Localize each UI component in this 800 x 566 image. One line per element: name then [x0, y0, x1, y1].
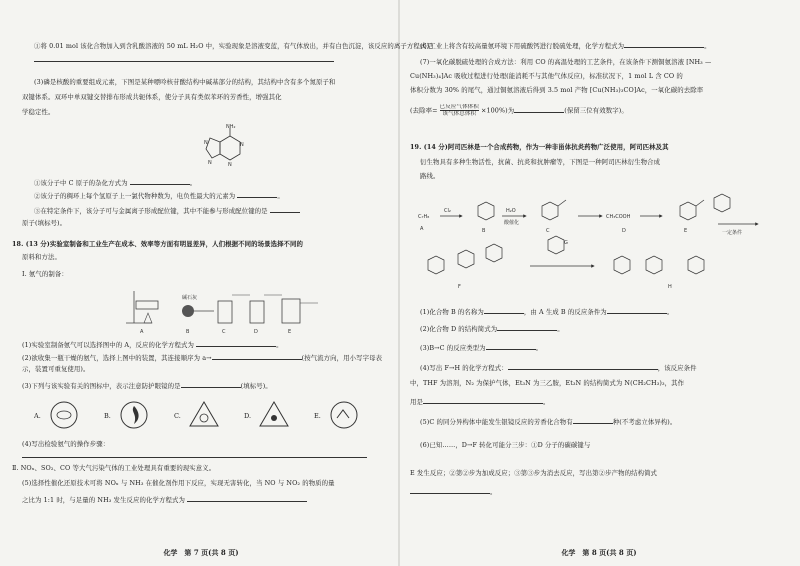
text-line: 中，THF 为溶剂，N₂ 为保护气体，Et₃N 为三乙胺，Et₃N 的结构简式为 N(CH₂CH₃)₃，其作 [410, 379, 685, 387]
text-line: 示，装置可重复使用)。 [22, 365, 90, 373]
hazard-icon [244, 402, 288, 426]
page-footer: 化学 第 7 页(共 8 页) [163, 548, 239, 557]
text-line: (去除率= 已反应气体体积 该气体总体积 ×100%)为 (保留三位有效数字)。 [410, 104, 628, 117]
svg-text:C: C [546, 228, 550, 234]
svg-text:H: H [668, 284, 672, 290]
text-line: (1)化合物 B 的名称为 ，由 A 生成 B 的反应条件为 。 [420, 308, 674, 316]
svg-text:CH₃COOH: CH₃COOH [606, 214, 631, 220]
svg-text:E: E [684, 228, 688, 234]
purine-structure [202, 122, 262, 172]
text-line: E 发生反应；②第②步为加成反应；③第③步为消去反应，写出第②步产物的结构简式 [410, 469, 658, 477]
svg-text:A: A [420, 226, 424, 232]
svg-text:B.: B. [104, 412, 111, 420]
fraction: 已反应气体体积 该气体总体积 [439, 104, 479, 117]
text-line: (2)化合物 D 的结构简式为 。 [420, 325, 564, 333]
text-line: Cu(NH₃)₄]Ac 吸收过程进行处理(能消耗不与其他气体反应)，标准状况下，1 mol L 含 CO 的 [410, 72, 683, 80]
text-line: (3)下列与该实验有关的图标中，表示注意防护眼镜的是 (填标号)。 [22, 382, 272, 390]
label-D: D [254, 329, 258, 335]
label-B: B [186, 329, 190, 335]
answer-line [22, 450, 367, 461]
text-line: (7)一氧化碳脱硫处理的合成方法：利用 CO 的高温处理的工艺条件，在该条件下测铜氨溶液 [NH₃ — [420, 58, 712, 66]
svg-text:N: N [204, 140, 208, 146]
svg-text:A.: A. [34, 412, 41, 420]
nh2-label: NH₂ [226, 124, 236, 130]
svg-text:E.: E. [314, 412, 321, 420]
text-line: 之比为 1:1 时，与足量的 NH₃ 发生反应的化学方程式为 [22, 494, 307, 505]
svg-text:酸催化: 酸催化 [504, 220, 520, 226]
text-line: (6)工业上将含有较高量氨环境下用硫酸钙进行脱硫处理，化学方程式为 。 [420, 42, 711, 50]
fire-icon [104, 402, 147, 428]
text-line: ②该分子的稠环上每个氢原子上一氯代物种数为，电负性最大的元素为 。 [34, 192, 284, 200]
text-line: 双键体系。双环中单双键交替排布形成共轭体系，使分子具有类似苯环的芳香性，增强其化 [22, 93, 282, 101]
svg-text:H₂O: H₂O [506, 208, 516, 214]
text-line: 学稳定性。 [22, 108, 55, 116]
answer-line: 。 [410, 486, 497, 497]
biohazard-icon [174, 402, 218, 426]
page-fold [398, 0, 400, 566]
label-C: C [222, 329, 226, 335]
answer-line [34, 54, 334, 65]
svg-text:B: B [482, 228, 486, 234]
svg-text:G: G [564, 240, 568, 246]
svg-text:F: F [458, 284, 461, 290]
svg-text:D: D [622, 228, 626, 234]
svg-text:N: N [228, 162, 232, 168]
right-column [410, 0, 788, 566]
text-line: (5)C 的同分异构体中能发生银镜反应的芳香化合物有 种(不考虑立体异构)。 [420, 418, 677, 426]
question-19: 19. (14 分)阿司匹林是一个合成药物，作为一种非甾体抗炎药物广泛使用，阿司匹林及其 [410, 143, 669, 151]
section-heading: Ⅰ. 氨气的制备： [22, 270, 68, 278]
label-A: A [140, 329, 144, 335]
svg-text:一定条件: 一定条件 [722, 230, 743, 236]
text-line: (2)欲收集一瓶干燥的氨气，选择上图中的装置，其连接顺序为 a→ (按气流方向，用小写字母表 [22, 354, 383, 362]
handwash-icon [314, 402, 357, 428]
text-line: (3)B→C 的反应类型为 。 [420, 344, 543, 352]
page-footer: 化学 第 8 页(共 8 页) [561, 548, 637, 557]
apparatus-note: 碱石灰 [182, 295, 198, 301]
svg-text:N: N [208, 160, 212, 166]
goggles-icon [34, 402, 77, 428]
text-line: (4)写出检验氨气的操作步骤： [22, 440, 110, 448]
safety-icons [34, 396, 374, 436]
text-line: ③在特定条件下，该分子可与金属离子形成配位键，其中不能参与形成配位键的是 [34, 205, 300, 216]
svg-text:N: N [240, 142, 244, 148]
text-line: (3)磷是核酸的重要组成元素，下图是某种嘌呤核苷酸结构中碱基部分的结构，其结构中含有多个氮原子和 [34, 78, 336, 86]
apparatus-diagram [122, 283, 362, 335]
text-line: 体积分数为 30% 的尾气，通过铜氨溶液后得到 3.5 mol 产物 [Cu(NH₃)₃CO]Ac，一氧化碳的去除率 [410, 86, 704, 94]
text-line: 原子(填标号)。 [22, 219, 67, 227]
text-line: (4)写出 F→H 的化学方程式： ，该反应条件 [420, 364, 697, 372]
text-line: 原料和方法。 [22, 253, 61, 261]
text-line: (6)已知……，D→F 转化可能分三步：①D 分子的碳碳键与 [420, 441, 591, 449]
svg-text:D.: D. [244, 412, 252, 420]
svg-text:Cl₂: Cl₂ [444, 208, 451, 214]
section-heading: Ⅱ. NOₓ、SO₂、CO 等大气污染气体的工业处理具有重要的现实意义。 [12, 464, 216, 472]
text-line: (5)选择性催化还原技术可将 NOₓ 与 NH₃ 在催化剂作用下反应，实现无害转化，当 NO 与 NO₂ 的物质的量 [22, 479, 335, 487]
text-line: 用是 。 [410, 398, 550, 406]
text-line: 衍生物具有多种生物活性，抗菌、抗炎和抗肿瘤等，下图是一种阿司匹林衍生物合成 [420, 158, 661, 166]
synthesis-scheme [418, 188, 788, 296]
text-line: (1)实验室制备氨气可以选择图中的 A，反应的化学方程式为 。 [22, 341, 283, 349]
svg-text:C.: C. [174, 412, 181, 420]
text-line: 路线。 [420, 172, 440, 180]
label-E: E [288, 329, 292, 335]
text-line: ①该分子中 C 原子的杂化方式为 。 [34, 179, 197, 187]
svg-text:C₇H₈: C₇H₈ [418, 214, 430, 220]
question-18: 18. (13 分)实验室制备和工业生产在成本、效率等方面有明显差异，人们根据不同的场景选择不同的 [12, 240, 304, 248]
text-line: ①将 0.01 mol 该化合物加入到含乳酸溶液的 50 mL H₂O 中，实验现象是溶液变蓝，有气体放出，并有白色沉淀，该反应的离子方程式是 [34, 42, 433, 50]
